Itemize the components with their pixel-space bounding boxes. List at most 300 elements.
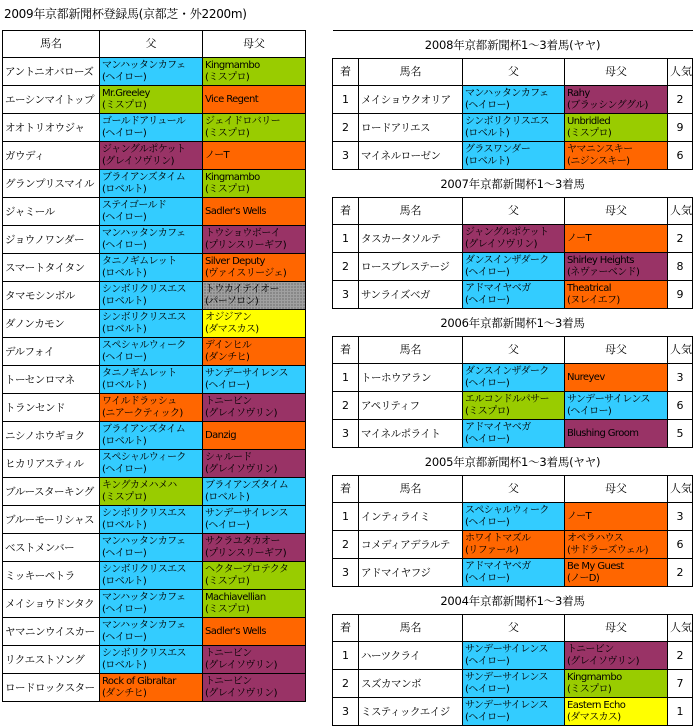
dam-sire-cell-line: (ヘイロー) [205, 519, 250, 531]
header-place: 着 [333, 476, 359, 503]
header-sire: 父 [463, 615, 565, 642]
dam-sire-cell [565, 364, 668, 392]
place: 3 [333, 281, 359, 309]
sire-cell [100, 618, 203, 646]
sire-cell-line: (ヘイロー) [465, 683, 510, 695]
popularity: 2 [668, 642, 693, 670]
sire-cell-line: (ミスプロ) [102, 99, 147, 111]
dam-sire-cell-line: Sadler's Wells [205, 205, 266, 217]
horse-name: タマモシンボル [3, 282, 100, 310]
horse-name: アントニオバローズ [3, 58, 100, 86]
dam-sire-cell-line: Kingmambo [205, 59, 260, 71]
sire-cell-line: ホワイトマズル [465, 532, 531, 544]
sire-cell [463, 281, 565, 309]
sire-cell-line: アドマイヤベガ [465, 282, 531, 294]
dam-sire-cell-line: Shirley Heights [567, 254, 634, 266]
sire-cell [100, 394, 203, 422]
place: 3 [333, 420, 359, 448]
sire-cell-line: マンハッタンカフェ [102, 535, 186, 547]
dam-sire-cell-line: (グレイソヴリン) [205, 659, 277, 671]
header-sire: 父 [463, 198, 565, 225]
place: 3 [333, 698, 359, 726]
popularity: 1 [668, 698, 693, 726]
horse-name: ダノンカモン [3, 310, 100, 338]
place: 2 [333, 253, 359, 281]
horse-row [3, 142, 306, 170]
horse-row [3, 506, 306, 534]
horse-name: トーホウアラン [359, 364, 463, 392]
dam-sire-cell-line: (ヴァイスリージェ) [205, 267, 287, 279]
dam-sire-cell [203, 58, 306, 86]
sire-cell [100, 422, 203, 450]
sire-cell-line: (ロベルト) [102, 267, 147, 279]
dam-sire-cell [203, 198, 306, 226]
horse-row [3, 422, 306, 450]
horse-row [3, 562, 306, 590]
past-results-body [333, 31, 693, 726]
header-dam-sire: 母父 [203, 31, 306, 58]
sire-cell-line: ダンスインザダーク [465, 365, 549, 377]
dam-sire-cell-line: オペラハウス [567, 532, 624, 544]
popularity: 2 [668, 86, 693, 114]
sire-cell-line: スペシャルウィーク [465, 504, 549, 516]
dam-sire-cell [203, 170, 306, 198]
sire-cell-line: (ヘイロー) [465, 516, 510, 528]
dam-sire-cell-line: Unbridled [567, 115, 611, 127]
sire-cell-line: サンデーサイレンス [465, 643, 548, 655]
dam-sire-cell [203, 674, 306, 702]
dam-sire-cell [565, 281, 668, 309]
dam-sire-cell-line: Silver Deputy [205, 255, 265, 267]
dam-sire-cell [203, 618, 306, 646]
sire-cell-line: ジャングルポケット [465, 226, 549, 238]
section-title-row [333, 31, 693, 59]
dam-sire-cell [203, 478, 306, 506]
header-sire: 父 [463, 59, 565, 86]
popularity: 3 [668, 503, 693, 531]
past-results-table [332, 30, 693, 726]
dam-sire-cell [203, 282, 306, 310]
sire-cell-line: ワイルドラッシュ [102, 395, 177, 407]
horse-name: ロースブレステージ [359, 253, 463, 281]
horse-row [3, 226, 306, 254]
sire-cell-line: (ヘイロー) [465, 99, 510, 111]
dam-sire-cell [203, 450, 306, 478]
header-dam-sire: 母父 [565, 337, 668, 364]
sire-cell-line: (ロベルト) [102, 183, 147, 195]
popularity: 2 [668, 559, 693, 587]
place: 1 [333, 364, 359, 392]
popularity: 6 [668, 531, 693, 559]
horse-row [3, 450, 306, 478]
dam-sire-cell-line: ノーT [205, 149, 230, 161]
popularity: 5 [668, 420, 693, 448]
sire-cell-line: (ヘイロー) [102, 547, 147, 559]
section-title: 2007年京都新聞杯1～3着馬 [333, 170, 693, 198]
sire-cell [100, 170, 203, 198]
dam-sire-cell-line: (グレイソヴリン) [567, 655, 639, 667]
horse-name: メイショウクオリア [359, 86, 463, 114]
dam-sire-cell-line: (ミスプロ) [205, 603, 250, 615]
dam-sire-cell [203, 590, 306, 618]
sire-cell [100, 646, 203, 674]
sire-cell-line: (ヘイロー) [465, 655, 510, 667]
sire-cell [463, 86, 565, 114]
sire-cell-line: (ヘイロー) [102, 351, 147, 363]
sire-cell-line: エルコンドルパサー [465, 393, 549, 405]
registered-horses-body [3, 31, 306, 702]
sire-cell-line: サンデーサイレンス [465, 699, 548, 711]
sire-cell [463, 364, 565, 392]
dam-sire-cell [565, 114, 668, 142]
sire-cell [463, 253, 565, 281]
horse-row [3, 590, 306, 618]
dam-sire-cell [565, 142, 668, 170]
horse-name: トーセンロマネ [3, 366, 100, 394]
sire-cell-line: (ロベルト) [465, 127, 510, 139]
dam-sire-cell-line: Kingmambo [567, 671, 622, 683]
header-horse-name: 馬名 [359, 59, 463, 86]
horse-name: トランセンド [3, 394, 100, 422]
horse-row [3, 114, 306, 142]
result-row [333, 142, 693, 170]
horse-name: ベストメンバー [3, 534, 100, 562]
sire-cell-line: ゴールドアリュール [102, 115, 186, 127]
horse-name: ガウディ [3, 142, 100, 170]
dam-sire-cell [203, 86, 306, 114]
sire-cell-line: マンハッタンカフェ [102, 227, 186, 239]
dam-sire-cell-line: トニービン [205, 675, 252, 687]
dam-sire-cell-line: ジェイドロバリー [205, 115, 280, 127]
dam-sire-cell-line: (ミスプロ) [205, 71, 250, 83]
sire-cell-line: シンボリクリスエス [102, 563, 186, 575]
header-row [333, 59, 693, 86]
horse-name: アドマイヤフジ [359, 559, 463, 587]
dam-sire-cell-line: ブライアンズタイム [205, 479, 289, 491]
dam-sire-cell [203, 422, 306, 450]
dam-sire-cell-line: (ニジンスキー) [567, 155, 630, 167]
horse-name: スズカマンボ [359, 670, 463, 698]
dam-sire-cell-line: (ヘイロー) [205, 379, 250, 391]
sire-cell-line: スペシャルウィーク [102, 339, 186, 351]
dam-sire-cell-line: トニービン [205, 395, 252, 407]
place: 1 [333, 86, 359, 114]
horse-row [3, 170, 306, 198]
dam-sire-cell-line: (プリンスリーギフ) [205, 239, 287, 251]
dam-sire-cell-line: トニービン [205, 647, 252, 659]
horse-name: グランプリスマイル [3, 170, 100, 198]
sire-cell [463, 503, 565, 531]
dam-sire-cell-line: (サドラーズウェル) [567, 544, 648, 556]
header-horse-name: 馬名 [3, 31, 100, 58]
section-title-row [333, 170, 693, 198]
horse-row [3, 366, 306, 394]
horse-name: ジャミール [3, 198, 100, 226]
sire-cell-line: (ロベルト) [102, 295, 147, 307]
dam-sire-cell-line: サンデーサイレンス [567, 393, 650, 405]
sire-cell [100, 366, 203, 394]
header-horse-name: 馬名 [359, 615, 463, 642]
dam-sire-cell [565, 531, 668, 559]
sire-cell-line: (グレイソヴリン) [465, 238, 537, 250]
sire-cell-line: サンデーサイレンス [465, 671, 548, 683]
sire-cell [100, 114, 203, 142]
result-row [333, 670, 693, 698]
horse-row [3, 534, 306, 562]
sire-cell-line: (ヘイロー) [102, 211, 147, 223]
result-row [333, 559, 693, 587]
horse-name: スマートタイタン [3, 254, 100, 282]
header-dam-sire: 母父 [565, 198, 668, 225]
dam-sire-cell [565, 420, 668, 448]
dam-sire-cell-line: サンデーサイレンス [205, 367, 288, 379]
dam-sire-cell-line: ノーT [567, 510, 592, 522]
sire-cell-line: (ヘイロー) [102, 71, 147, 83]
dam-sire-cell-line: オジジアン [205, 311, 252, 323]
dam-sire-cell [203, 394, 306, 422]
sire-cell-line: アドマイヤベガ [465, 421, 531, 433]
dam-sire-cell [565, 698, 668, 726]
header-place: 着 [333, 198, 359, 225]
result-row [333, 86, 693, 114]
result-row [333, 281, 693, 309]
sire-cell-line: (ヘイロー) [465, 294, 510, 306]
dam-sire-cell [565, 642, 668, 670]
dam-sire-cell-line: Eastern Echo [567, 699, 626, 711]
sire-cell-line: (ロベルト) [465, 155, 510, 167]
result-row [333, 531, 693, 559]
result-row [333, 392, 693, 420]
sire-cell-line: シンボリクリスエス [102, 507, 186, 519]
sire-cell [100, 58, 203, 86]
dam-sire-cell-line: (ヘイロー) [567, 405, 612, 417]
horse-row [3, 310, 306, 338]
result-row [333, 225, 693, 253]
popularity: 7 [668, 670, 693, 698]
header-sire: 父 [463, 337, 565, 364]
sire-cell-line: (ニアークティック) [102, 407, 183, 419]
sire-cell-line: ブライアンズタイム [102, 423, 186, 435]
place: 3 [333, 559, 359, 587]
popularity: 8 [668, 253, 693, 281]
dam-sire-cell-line: (ブラッシンググル) [567, 99, 648, 111]
header-popularity: 人気 [668, 198, 693, 225]
header-popularity: 人気 [668, 337, 693, 364]
sire-cell-line: タニノギムレット [102, 367, 177, 379]
horse-name: ブルーモーリシャス [3, 506, 100, 534]
horse-row [3, 674, 306, 702]
sire-cell [100, 198, 203, 226]
result-row [333, 642, 693, 670]
dam-sire-cell-line: (ミスプロ) [205, 575, 250, 587]
horse-name: ロードロックスター [3, 674, 100, 702]
result-row [333, 364, 693, 392]
sire-cell-line: (ロベルト) [102, 323, 147, 335]
sire-cell-line: (ヘイロー) [102, 631, 147, 643]
header-dam-sire: 母父 [565, 476, 668, 503]
sire-cell-line: (ロベルト) [102, 575, 147, 587]
dam-sire-cell-line: (ノーD) [567, 572, 600, 584]
dam-sire-cell-line: ノーT [567, 232, 592, 244]
horse-name: コメディアデラルテ [359, 531, 463, 559]
dam-sire-cell-line: Kingmambo [205, 171, 260, 183]
horse-name: ハーツクライ [359, 642, 463, 670]
section-title: 2005年京都新聞杯1～3着馬(ヤヤ) [333, 448, 693, 476]
horse-name: アペリティフ [359, 392, 463, 420]
horse-name: ロードアリエス [359, 114, 463, 142]
dam-sire-cell-line: サンデーサイレンス [205, 507, 288, 519]
popularity: 6 [668, 142, 693, 170]
sire-cell-line: (ヘイロー) [102, 603, 147, 615]
sire-cell-line: (ヘイロー) [465, 572, 510, 584]
dam-sire-cell-line: Rahy [567, 87, 590, 99]
sire-cell [100, 226, 203, 254]
sire-cell [100, 254, 203, 282]
sire-cell-line: (ダンチヒ) [102, 687, 147, 699]
horse-name: タスカータソルテ [359, 225, 463, 253]
header-row [3, 31, 306, 58]
horse-name: ブルースターキング [3, 478, 100, 506]
sire-cell [463, 392, 565, 420]
header-sire: 父 [100, 31, 203, 58]
horse-row [3, 478, 306, 506]
dam-sire-cell [203, 310, 306, 338]
sire-cell [100, 674, 203, 702]
dam-sire-cell-line: (パーソロン) [205, 295, 259, 307]
popularity: 9 [668, 114, 693, 142]
dam-sire-cell [203, 366, 306, 394]
sire-cell-line: タニノギムレット [102, 255, 177, 267]
popularity: 2 [668, 225, 693, 253]
sire-cell-line: (グレイソヴリン) [102, 155, 174, 167]
sire-cell-line: (ロベルト) [102, 519, 147, 531]
header-popularity: 人気 [668, 615, 693, 642]
popularity: 9 [668, 281, 693, 309]
sire-cell-line: シンボリクリスエス [102, 647, 186, 659]
sire-cell-line: マンハッタンカフェ [102, 591, 186, 603]
dam-sire-cell-line: Danzig [205, 429, 236, 441]
header-sire: 父 [463, 476, 565, 503]
result-row [333, 420, 693, 448]
horse-row [3, 646, 306, 674]
dam-sire-cell-line: Vice Regent [205, 93, 259, 105]
dam-sire-cell [203, 646, 306, 674]
horse-name: ミッキーペトラ [3, 562, 100, 590]
dam-sire-cell [565, 503, 668, 531]
dam-sire-cell-line: (ヌレイエフ) [567, 294, 620, 306]
dam-sire-cell-line: (ミスプロ) [205, 183, 250, 195]
horse-row [3, 58, 306, 86]
dam-sire-cell-line: (グレイソヴリン) [205, 407, 277, 419]
dam-sire-cell [565, 253, 668, 281]
dam-sire-cell [203, 338, 306, 366]
horse-name: ヒカリアスティル [3, 450, 100, 478]
sire-cell [463, 531, 565, 559]
sire-cell-line: マンハッタンカフェ [102, 59, 186, 71]
sire-cell-line: (ロベルト) [102, 379, 147, 391]
dam-sire-cell-line: ヤマニンスキー [567, 143, 633, 155]
result-row [333, 503, 693, 531]
sire-cell [463, 420, 565, 448]
place: 2 [333, 531, 359, 559]
page-title: 2009年京都新聞杯登録馬(京都芝・外2200m) [4, 7, 247, 21]
dam-sire-cell-line: (ロベルト) [205, 491, 250, 503]
header-place: 着 [333, 615, 359, 642]
sire-cell-line: (ヘイロー) [465, 711, 510, 723]
header-dam-sire: 母父 [565, 59, 668, 86]
dam-sire-cell-line: Theatrical [567, 282, 611, 294]
horse-row [3, 254, 306, 282]
place: 3 [333, 142, 359, 170]
dam-sire-cell [203, 534, 306, 562]
dam-sire-cell-line: トウショウボーイ [205, 227, 280, 239]
horse-name: サンライズベガ [359, 281, 463, 309]
place: 2 [333, 670, 359, 698]
sire-cell [463, 642, 565, 670]
sire-cell-line: Mr.Greeley [102, 87, 150, 99]
sire-cell [100, 506, 203, 534]
popularity: 6 [668, 392, 693, 420]
header-row [333, 615, 693, 642]
horse-name: ヤマニンウイスカー [3, 618, 100, 646]
dam-sire-cell [565, 86, 668, 114]
header-row [333, 337, 693, 364]
dam-sire-cell-line: Blushing Groom [567, 427, 639, 439]
horse-name: リクエストソング [3, 646, 100, 674]
dam-sire-cell-line: Machiavellian [205, 591, 266, 603]
horse-name: マイネルローゼン [359, 142, 463, 170]
dam-sire-cell-line: デインヒル [205, 339, 252, 351]
horse-row [3, 198, 306, 226]
dam-sire-cell-line: (ミスプロ) [205, 127, 250, 139]
dam-sire-cell [565, 559, 668, 587]
result-row [333, 114, 693, 142]
sire-cell [463, 225, 565, 253]
dam-sire-cell-line: (ダマスカス) [205, 323, 259, 335]
dam-sire-cell [565, 670, 668, 698]
dam-sire-cell-line: (ミスプロ) [567, 127, 612, 139]
dam-sire-cell [203, 142, 306, 170]
dam-sire-cell [203, 114, 306, 142]
result-row [333, 253, 693, 281]
header-place: 着 [333, 59, 359, 86]
sire-cell-line: シンボリクリスエス [102, 311, 186, 323]
dam-sire-cell-line: (プリンスリーギフ) [205, 547, 287, 559]
sire-cell [463, 698, 565, 726]
sire-cell-line: スペシャルウィーク [102, 451, 186, 463]
sire-cell-line: Rock of Gibraltar [102, 675, 176, 687]
sire-cell-line: ブライアンズタイム [102, 171, 186, 183]
horse-name: メイショウドンタク [3, 590, 100, 618]
dam-sire-cell-line: Be My Guest [567, 560, 624, 572]
dam-sire-cell [203, 506, 306, 534]
dam-sire-cell-line: トウカイテイオー [205, 283, 279, 295]
sire-cell-line: アドマイヤベガ [465, 560, 531, 572]
horse-row [3, 394, 306, 422]
section-title: 2006年京都新聞杯1～3着馬 [333, 309, 693, 337]
sire-cell [463, 114, 565, 142]
header-horse-name: 馬名 [359, 198, 463, 225]
sire-cell [100, 310, 203, 338]
section-title: 2004年京都新聞杯1～3着馬 [333, 587, 693, 615]
place: 1 [333, 642, 359, 670]
place: 2 [333, 114, 359, 142]
sire-cell-line: ステイゴールド [102, 199, 167, 211]
sire-cell [463, 142, 565, 170]
sire-cell [463, 559, 565, 587]
dam-sire-cell [565, 225, 668, 253]
horse-row [3, 338, 306, 366]
